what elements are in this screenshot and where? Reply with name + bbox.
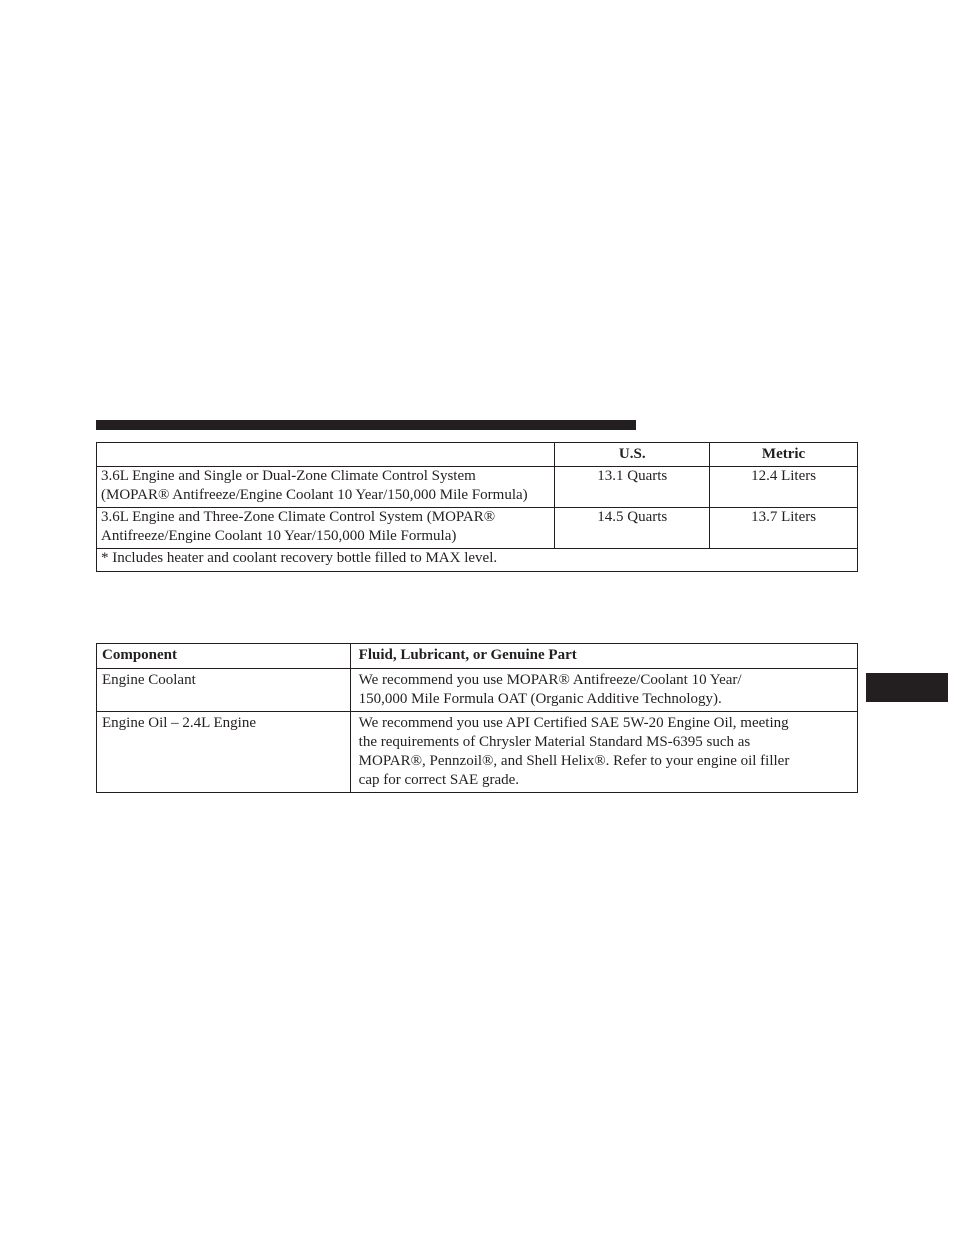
component-cell: Engine Oil – 2.4L Engine	[97, 712, 351, 793]
column-header-metric: Metric	[710, 443, 858, 467]
table-row	[97, 508, 858, 549]
fluid-cell: We recommend you use MOPAR® Antifreeze/Coolant 10 Year/ 150,000 Mile Formula OAT (Organic Additive Technology).	[350, 669, 857, 712]
row-metric-value: 12.4 Liters	[710, 467, 858, 508]
table-footnote: * Includes heater and coolant recovery bottle filled to MAX level.	[97, 549, 858, 572]
table-row	[97, 712, 858, 793]
section-header-bar	[96, 420, 636, 430]
table-header-row	[97, 443, 858, 467]
component-cell: Engine Coolant	[97, 669, 351, 712]
fluid-cell: We recommend you use API Certified SAE 5W-20 Engine Oil, meeting the requirements of Chrysler Material Standard MS-6395 such as MOPAR®, Pennzoil®, and Shell Helix®. Refer to your engine oil filler cap for correct SAE grade.	[350, 712, 857, 793]
table-header-row	[97, 644, 858, 669]
row-description: 3.6L Engine and Three-Zone Climate Control System (MOPAR® Antifreeze/Engine Coolant 10 Year/150,000 Mile Formula)	[97, 508, 555, 549]
column-header-fluid: Fluid, Lubricant, or Genuine Part	[350, 644, 857, 669]
column-header-us: U.S.	[555, 443, 710, 467]
fluids-lubricants-table	[96, 643, 858, 793]
table-row	[97, 669, 858, 712]
column-header-component: Component	[97, 644, 351, 669]
row-us-value: 14.5 Quarts	[555, 508, 710, 549]
coolant-capacity-table	[96, 442, 858, 572]
chapter-side-tab	[866, 673, 948, 702]
table-row	[97, 467, 858, 508]
row-us-value: 13.1 Quarts	[555, 467, 710, 508]
row-description: 3.6L Engine and Single or Dual-Zone Climate Control System (MOPAR® Antifreeze/Engine Coolant 10 Year/150,000 Mile Formula)	[97, 467, 555, 508]
row-metric-value: 13.7 Liters	[710, 508, 858, 549]
column-header-description	[97, 443, 555, 467]
table-footnote-row	[97, 549, 858, 572]
